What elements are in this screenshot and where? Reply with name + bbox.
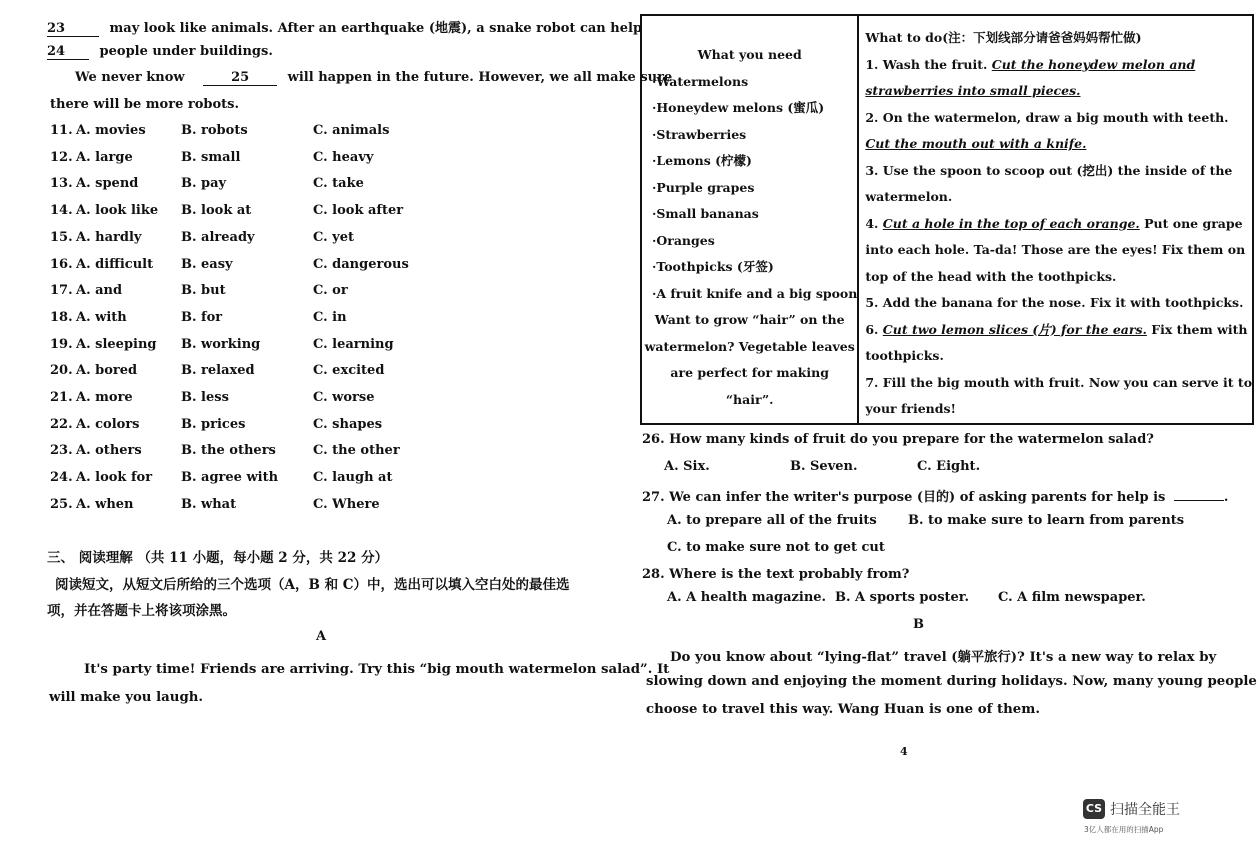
option-a: A. Six. [664,459,710,474]
option-c: C. A film newspaper. [998,590,1146,605]
ingredients-cell [641,15,858,424]
step-text: 6. [865,321,879,337]
ingredient-item: “hair”. [725,391,774,407]
step-text: into each hole. Ta-da! Those are the eyes! Fix them on [865,242,1246,257]
step-text: your friends! [865,401,957,416]
ingredient-item: ·Watermelons [652,73,749,89]
option-c: C. animals [313,123,390,138]
option-c: C. the other [313,443,400,459]
question-number: 17. [50,283,73,299]
ingredient-item: ·Small bananas [652,206,759,221]
passage-text: slowing down and enjoying the moment during holidays. Now, many young people [646,674,1257,689]
question-26: 26. How many kinds of fruit do you prepare for the watermelon salad? [642,432,1154,447]
question-number: 19. [50,336,73,352]
option-b: B. less [181,390,229,405]
ingredient-item: watermelon? Vegetable leaves [644,338,855,354]
question-number: 15. [50,229,73,245]
steps-header: What to do(注：下划线部分请爸爸妈妈帮忙做) [865,30,1142,45]
question-number: 22. [50,416,73,432]
ingredient-item: ·Honeydew melons (蜜瓜) [652,100,825,115]
option-a: A. when [76,496,134,512]
option-a: A. A health magazine. [667,590,827,605]
question-number: 12. [50,149,73,165]
question-number: 24. [50,470,73,486]
answer-blank [1174,500,1224,501]
option-b: B. but [181,283,226,299]
option-c: C. worse [313,390,375,405]
option-b: B. already [181,229,255,245]
question-number: 11. [50,123,73,138]
question-number: 13. [50,176,73,192]
parent-task-text: Cut a hole in the top of each orange. [882,215,1140,231]
passage-text: Do you know about “lying-flat” travel (躺平旅行)? It's a new way to relax by [670,650,1217,665]
option-b: B. agree with [181,470,279,486]
option-a: A. others [76,443,142,459]
option-a: A. and [76,283,123,299]
option-a: A. with [76,309,127,325]
option-b: B. pay [181,176,227,192]
option-b: B. Seven. [790,459,858,474]
question-number: 21. [50,390,73,405]
option-c: C. in [313,309,347,325]
option-a: A. colors [76,416,140,432]
option-b: B. working [181,336,261,352]
question-number: 16. [50,256,73,272]
ingredient-item: ·Toothpicks (牙签) [652,259,774,274]
cloze-line-24 [47,44,273,60]
scanner-logo-icon: CS [1083,799,1105,819]
option-a: A. sleeping [76,336,157,352]
step-7: 7. Fill the big mouth with fruit. Now you can serve it to [865,374,1253,390]
parent-task-text: Cut the mouth out with a knife. [865,136,1087,151]
cloze-text: people under buildings. [99,44,273,59]
option-a: A. more [76,390,133,405]
option-b: B. easy [181,256,233,272]
step-4 [865,211,1252,238]
option-b: B. look at [181,203,252,219]
scanner-tagline: 3亿人都在用的扫描App [1084,825,1164,834]
option-c: C. shapes [313,416,383,432]
step-text: watermelon. [865,189,953,204]
option-a: A. difficult [76,256,154,272]
option-a: A. movies [76,123,146,138]
option-c: C. look after [313,203,404,219]
option-a: A. look like [76,203,159,219]
option-c: C. or [313,283,348,299]
passage-text: will make you laugh. [49,690,204,705]
parent-task-text: Cut two lemon slices (片) for the ears. [882,321,1147,337]
step-text: toothpicks. [865,348,944,363]
page-number: 4 [900,745,908,758]
option-b: B. to make sure to learn from parents [908,513,1185,528]
question-number: 25. [50,496,73,512]
step-text: 1. Wash the fruit. [865,56,988,72]
question-number: 20. [50,363,73,379]
passage-text: choose to travel this way. Wang Huan is one of them. [646,702,1040,717]
option-c: C. yet [313,229,354,245]
blank-number: 23 [47,21,99,37]
option-b: B. relaxed [181,363,255,379]
step-3: 3. Use the spoon to scoop out (挖出) the inside of the [865,162,1233,178]
option-a: A. bored [76,363,138,379]
option-b: B. robots [181,123,248,138]
step-text: 4. [865,215,879,231]
option-c: C. Where [313,496,380,512]
question-number: 18. [50,309,73,325]
ingredient-item: ·A fruit knife and a big spoon [652,285,858,301]
ingredient-item: ·Purple grapes [652,179,755,195]
section-title: 三、 阅读理解 （共 11 小题，每小题 2 分，共 22 分） [47,550,389,566]
question-28: 28. Where is the text probably from? [642,567,910,582]
step-5: 5. Add the banana for the nose. Fix it with toothpicks. [865,295,1244,310]
option-a: A. hardly [76,229,142,245]
ingredient-item: ·Oranges [652,232,715,248]
ingredient-item: are perfect for making [670,365,829,380]
ingredient-item: ·Strawberries [652,126,747,142]
blank-number: 24 [47,44,89,60]
cloze-text: We never know [75,70,185,85]
recipe-table [640,14,1254,425]
step-text: Fix them with [1151,321,1248,337]
option-c: C. heavy [313,149,374,165]
option-b: B. A sports poster. [835,590,969,605]
ingredient-item: Want to grow “hair” on the [654,312,845,327]
option-c: C. laugh at [313,470,393,486]
instruction-line: 阅读短文，从短文后所给的三个选项（A，B 和 C）中，选出可以填入空白处的最佳选 [55,577,570,593]
option-a: A. look for [76,470,153,486]
step-1 [865,52,1252,79]
step-6 [865,317,1252,344]
passage-text: It's party time! Friends are arriving. Try this “big mouth watermelon salad”. It [84,662,670,677]
parent-task-text: Cut the honeydew melon and [991,56,1196,72]
parent-task-text: strawberries into small pieces. [865,83,1081,98]
question-text: 27. We can infer the writer's purpose (目的) of asking parents for help is [642,490,1166,505]
passage-label: B [913,617,924,632]
cloze-text: may look like animals. After an earthquake (地震), a snake robot can help [109,21,643,36]
cloze-line-25 [75,70,672,86]
cloze-text: will happen in the future. However, we all make sure [287,70,673,85]
option-c: C. Eight. [917,459,981,474]
step-text: Put one grape [1144,215,1243,231]
question-number: 23. [50,443,73,459]
option-c: C. to make sure not to get cut [667,540,885,555]
option-b: B. small [181,149,241,165]
step-2: 2. On the watermelon, draw a big mouth with teeth. [865,109,1229,125]
question-27: 27. We can infer the writer's purpose (目的) of asking parents for help is . [642,490,1229,505]
option-b: B. the others [181,443,276,459]
question-number: 14. [50,203,73,219]
option-b: B. for [181,309,223,325]
option-b: B. prices [181,416,246,432]
option-a: A. spend [76,176,139,192]
option-c: C. learning [313,336,394,352]
option-c: C. excited [313,363,385,379]
ingredient-item: ·Lemons (柠檬) [652,153,752,168]
cloze-line-23 [47,17,642,37]
step-text: top of the head with the toothpicks. [865,268,1117,284]
option-a: A. to prepare all of the fruits [667,513,877,528]
instruction-line: 项，并在答题卡上将该项涂黑。 [47,603,236,619]
scanner-app-name: 扫描全能王 [1110,802,1180,818]
passage-label: A [316,629,327,644]
option-b: B. what [181,496,237,512]
blank-number: 25 [203,70,277,86]
cloze-line-end: there will be more robots. [50,97,239,112]
steps-cell [858,15,1253,424]
ingredients-header: What you need [697,47,802,62]
option-c: C. dangerous [313,256,409,272]
option-c: C. take [313,176,364,192]
option-a: A. large [76,149,133,165]
